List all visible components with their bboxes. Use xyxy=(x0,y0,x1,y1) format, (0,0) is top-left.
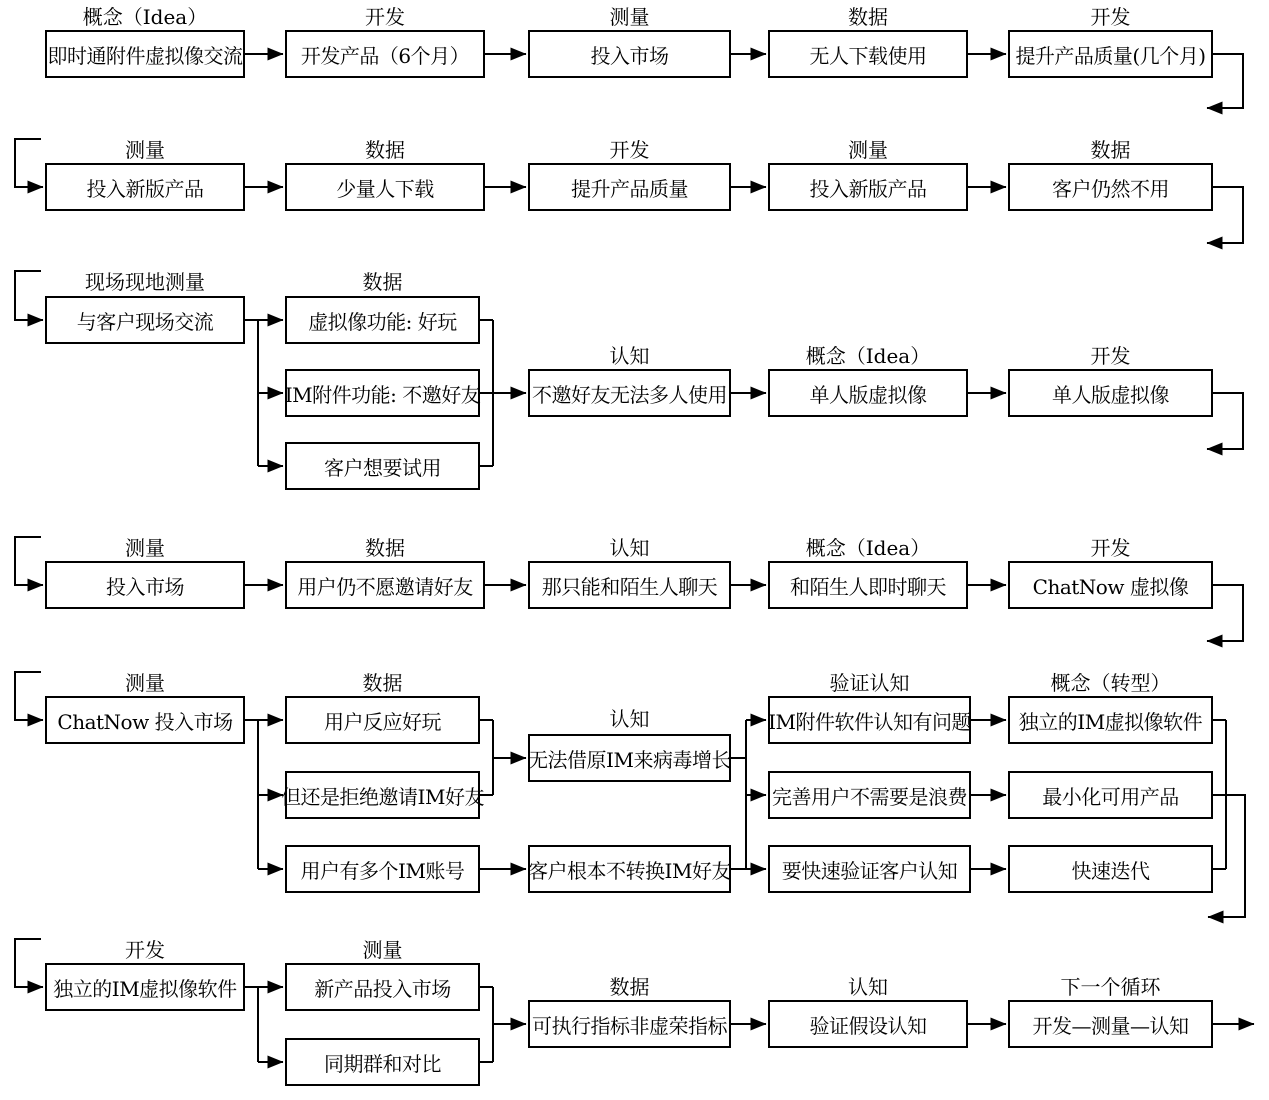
r6-data-box: 可执行指标非虚荣指标 xyxy=(528,1000,731,1048)
r6-next-box: 开发—测量—认知 xyxy=(1008,1000,1213,1048)
r4-step4-label: 概念（Idea） xyxy=(805,536,931,560)
r1-step3-label: 测量 xyxy=(609,5,650,29)
r4-step1-box: 投入市场 xyxy=(45,561,245,609)
r5-verify-box-1: IM附件软件认知有问题 xyxy=(768,696,971,744)
r4-step3-box: 那只能和陌生人聊天 xyxy=(528,561,731,609)
r4-step2-label: 数据 xyxy=(365,536,405,560)
r1-step1-box: 即时通附件虚拟像交流 xyxy=(45,30,245,78)
r6-next-label: 下一个循环 xyxy=(1060,975,1161,999)
r2-step4-label: 测量 xyxy=(848,138,888,162)
r4-step3-label: 认知 xyxy=(609,536,650,560)
r3-data-label: 数据 xyxy=(362,270,403,294)
r5-insight-box-2: 客户根本不转换IM好友 xyxy=(528,845,731,893)
r3-data-box-1: 虚拟像功能: 好玩 xyxy=(285,296,480,344)
r2-step5-box: 客户仍然不用 xyxy=(1008,163,1213,211)
r3-data-box-3: 客户想要试用 xyxy=(285,442,480,490)
r4-step4-box: 和陌生人即时聊天 xyxy=(768,561,968,609)
r5-data-label: 数据 xyxy=(362,671,403,695)
r3-build-label: 开发 xyxy=(1090,344,1131,368)
r3-step1-box: 与客户现场交流 xyxy=(45,296,245,344)
r2-step3-box: 提升产品质量 xyxy=(528,163,731,211)
r6-measure-box-2: 同期群和对比 xyxy=(285,1038,480,1086)
r5-pivot-box-1: 独立的IM虚拟像软件 xyxy=(1008,696,1213,744)
r2-step3-label: 开发 xyxy=(609,138,650,162)
r5-pivot-label: 概念（转型） xyxy=(1050,671,1171,695)
r2-step2-box: 少量人下载 xyxy=(285,163,485,211)
r5-data-box-3: 用户有多个IM账号 xyxy=(285,845,480,893)
r1-step3-box: 投入市场 xyxy=(528,30,731,78)
r5-verify-box-2: 完善用户不需要是浪费 xyxy=(768,771,971,819)
r3-insight-box: 不邀好友无法多人使用 xyxy=(528,369,731,417)
r4-step5-box: ChatNow 虚拟像 xyxy=(1008,561,1213,609)
r4-step1-label: 测量 xyxy=(125,536,165,560)
r6-insight-label: 认知 xyxy=(848,975,888,999)
r3-idea-box: 单人版虚拟像 xyxy=(768,369,968,417)
r3-idea-label: 概念（Idea） xyxy=(805,344,931,368)
r5-data-box-2: 但还是拒绝邀请IM好友 xyxy=(285,771,480,819)
r6-data-label: 数据 xyxy=(609,975,650,999)
r3-build-box: 单人版虚拟像 xyxy=(1008,369,1213,417)
r2-step5-label: 数据 xyxy=(1090,138,1131,162)
r4-step2-box: 用户仍不愿邀请好友 xyxy=(285,561,485,609)
r3-data-box-2: IM附件功能: 不邀好友 xyxy=(285,369,480,417)
r3-step1-label: 现场现地测量 xyxy=(85,270,205,294)
r5-verify-box-3: 要快速验证客户认知 xyxy=(768,845,971,893)
r5-pivot-box-3: 快速迭代 xyxy=(1008,845,1213,893)
r1-step2-label: 开发 xyxy=(365,5,405,29)
r5-insight-label: 认知 xyxy=(609,707,650,731)
r1-step1-label: 概念（Idea） xyxy=(82,5,208,29)
r6-measure-label: 测量 xyxy=(362,938,403,962)
r2-step2-label: 数据 xyxy=(365,138,405,162)
r1-step2-box: 开发产品（6个月） xyxy=(285,30,485,78)
r2-step4-box: 投入新版产品 xyxy=(768,163,968,211)
r1-step5-box: 提升产品质量(几个月) xyxy=(1008,30,1213,78)
r4-step5-label: 开发 xyxy=(1090,536,1131,560)
r5-verify-label: 验证认知 xyxy=(829,671,910,695)
r5-step1-label: 测量 xyxy=(125,671,165,695)
r2-step1-box: 投入新版产品 xyxy=(45,163,245,211)
r6-insight-box: 验证假设认知 xyxy=(768,1000,968,1048)
r1-step4-box: 无人下载使用 xyxy=(768,30,968,78)
r6-step1-label: 开发 xyxy=(125,938,165,962)
r3-insight-label: 认知 xyxy=(609,344,650,368)
r5-insight-box-1: 无法借原IM来病毒增长 xyxy=(528,734,731,782)
r1-step4-label: 数据 xyxy=(848,5,888,29)
r5-pivot-box-2: 最小化可用产品 xyxy=(1008,771,1213,819)
r1-step5-label: 开发 xyxy=(1090,5,1131,29)
r2-step1-label: 测量 xyxy=(125,138,165,162)
r6-step1-box: 独立的IM虚拟像软件 xyxy=(45,963,245,1011)
r5-step1-box: ChatNow 投入市场 xyxy=(45,696,245,744)
r5-data-box-1: 用户反应好玩 xyxy=(285,696,480,744)
r6-measure-box-1: 新产品投入市场 xyxy=(285,963,480,1011)
